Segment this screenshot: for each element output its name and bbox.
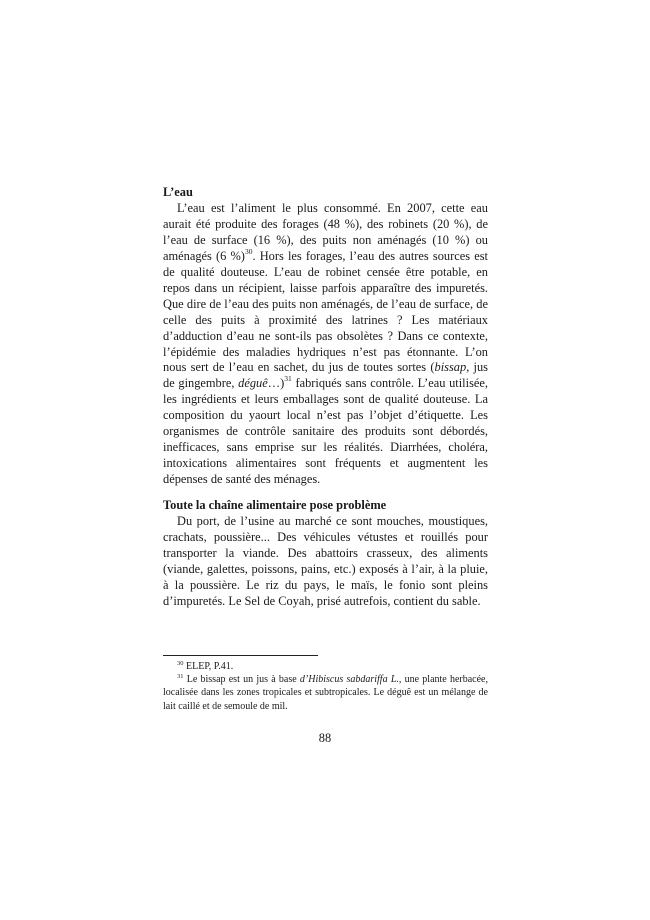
footnote-ref-30[interactable]: 30 [244, 246, 253, 256]
footnote-30: $^{30}$ ELEP, P.41. [177, 660, 234, 672]
paragraph-food-chain: Du port, de l’usine au marché ce sont mouches, moustiques, crachats, poussière... Des véhicules vétustes et rouillés pour transporter la viande. Des abattoirs crasseux, des aliments (viande, galettes, poissons, pains, etc.) exposés à l’air, à la pluie, à la poussière. Le riz du pays, le maïs, le fonio sont pleins d’impuretés. Le Sel de Coyah, prisé autrefois, contient du sable. [163, 514, 488, 608]
footnote-separator [163, 655, 318, 656]
paragraph-water: L’eau est l’aliment le plus consommé. En 2007, cette eau aurait été produite des forages (48 %), des robinets (20 %), de l’eau de surface (16 %), des puits non aménagés (10 %) ou aménagés (6 %)$^{30}$. Hors les forages, l’eau des autres sources est de qualité douteuse. L’eau de robinet censée être potable, en repos dans un récipient, laisse parfois apparaître des impuretés. Que dire de l’eau des puits non aménagés, de l’eau de surface, de celle des puits à proximité des latrines ? Les matériaux d’adduction d’eau ne sont-ils pas obsolètes ? Dans ce contexte, l’épidémie des maladies hydriques n’est pas étonnante. L’on nous sert de l’eau en sachet, du jus de toutes sortes (bissap, jus de gingembre, déguê…)$^{31}$ fabriqués sans contrôle. L’eau utilisée, les ingrédients et leurs emballages sont de qualité douteuse. La composition du yaourt local n’est pas l’objet d’étiquette. Les organismes de contrôle sanitaire des produits sont débordés, inefficaces, sans emprise sur les réalités. Diarrhées, choléra, intoxications alimentaires sont fréquents et augmentent les dépenses de santé des ménages. [163, 200, 489, 487]
footnote-ref-31[interactable]: 31 [284, 374, 292, 384]
section-heading-food-chain: Toute la chaîne alimentaire pose problème [163, 498, 387, 513]
main-text [163, 185, 488, 610]
page-number: 88 [318, 731, 332, 745]
footnotes [163, 660, 488, 713]
section-heading-water: L’eau [163, 185, 193, 199]
footnote-31: $^{31}$ Le bissap est un jus à base d’Hibiscus sabdariffa L., une plante herbacée, localisée dans les zones tropicales et subtropicales. Le déguê est un mélange de lait caillé et de semoule de mil. [163, 673, 488, 712]
